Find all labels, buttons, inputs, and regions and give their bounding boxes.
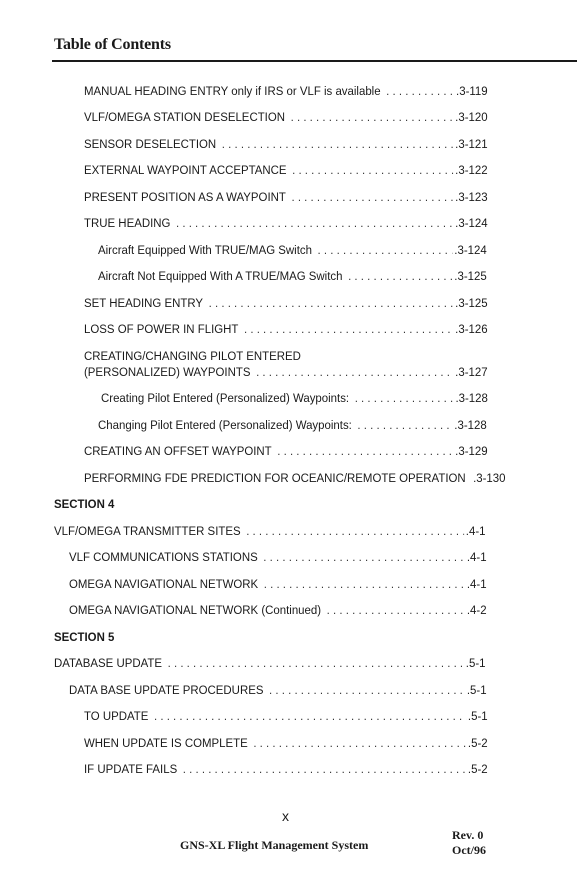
header-rule (52, 60, 577, 62)
toc-entry-page: .4-2 (466, 603, 487, 617)
toc-entry-page: .4-1 (466, 577, 487, 591)
toc-entry-page: .4-1 (465, 524, 486, 538)
dot-leader (269, 683, 465, 697)
toc-entry-page: .3-124 (455, 216, 488, 230)
toc-entry-page: .3-126 (455, 322, 488, 336)
toc-subentry[interactable] (98, 243, 487, 257)
toc-entry-page: .3-128 (454, 418, 487, 432)
toc-subentry[interactable] (101, 391, 488, 405)
toc-entry[interactable] (54, 524, 486, 538)
toc-entry[interactable] (69, 683, 487, 697)
toc-entry-label: TRUE HEADING (84, 216, 171, 230)
toc-entry[interactable] (84, 444, 488, 458)
dot-leader (348, 269, 452, 283)
toc-entry-label: IF UPDATE FAILS (84, 762, 178, 776)
dot-leader (263, 550, 465, 564)
toc-entry[interactable] (69, 550, 487, 564)
dot-leader (264, 577, 465, 591)
toc-entry-label: CREATING AN OFFSET WAYPOINT (84, 444, 272, 458)
toc-entry-page: .3-124 (454, 243, 487, 257)
toc-subentry[interactable] (98, 269, 487, 283)
toc-entry[interactable] (84, 322, 488, 336)
toc-entry-label: EXTERNAL WAYPOINT ACCEPTANCE (84, 163, 287, 177)
page-number: x (282, 808, 289, 824)
toc-entry-page: .5-2 (467, 736, 488, 750)
toc-entry[interactable] (84, 84, 488, 98)
toc-entry[interactable] (84, 163, 488, 177)
dot-leader (244, 322, 453, 336)
toc-entry-page: .5-1 (465, 656, 486, 670)
toc-entry[interactable] (54, 656, 486, 670)
toc-entry-label: Aircraft Not Equipped With A TRUE/MAG Switch (98, 269, 343, 283)
toc-entry-page: .3-125 (455, 296, 488, 310)
dot-leader (318, 243, 453, 257)
footer-date: Oct/96 (452, 843, 486, 857)
toc-entry-label-line1: CREATING/CHANGING PILOT ENTERED (84, 349, 301, 363)
dot-leader (183, 762, 466, 776)
toc-entry[interactable] (69, 577, 487, 591)
toc-entry-label: MANUAL HEADING ENTRY only if IRS or VLF is available (84, 84, 381, 98)
dot-leader (222, 137, 454, 151)
toc-entry-page: .4-1 (466, 550, 487, 564)
toc-entry-page: .3-125 (454, 269, 487, 283)
dot-leader (209, 296, 454, 310)
toc-entry[interactable] (84, 296, 488, 310)
toc-entry-page: .3-130 (473, 471, 506, 485)
dot-leader (291, 110, 454, 124)
dot-leader (154, 709, 466, 723)
toc-entry[interactable] (84, 365, 488, 379)
dot-leader (256, 365, 453, 379)
toc-entry-page: .3-129 (455, 444, 488, 458)
toc-entry-label: Aircraft Equipped With TRUE/MAG Switch (98, 243, 312, 257)
toc-entry-page: .3-123 (455, 190, 488, 204)
toc-entry-page: .3-128 (455, 391, 488, 405)
toc-entry-page: .3-119 (456, 84, 488, 98)
dot-leader (292, 163, 453, 177)
toc-entry-label: OMEGA NAVIGATIONAL NETWORK (69, 577, 259, 591)
toc-entry-label: WHEN UPDATE IS COMPLETE (84, 736, 248, 750)
toc-entry[interactable] (84, 137, 488, 151)
toc-entry[interactable] (84, 736, 488, 750)
toc-entry[interactable] (69, 603, 487, 617)
toc-entry-label: OMEGA NAVIGATIONAL NETWORK (Continued) (69, 603, 322, 617)
toc-entry-page: .3-127 (455, 365, 488, 379)
dot-leader (253, 736, 466, 750)
page-title: Table of Contents (54, 36, 171, 53)
dot-leader (327, 603, 465, 617)
toc-entry-label: SET HEADING ENTRY (84, 296, 204, 310)
footer-doc-title: GNS-XL Flight Management System (180, 838, 369, 852)
toc-entry-label: SENSOR DESELECTION (84, 137, 217, 151)
dot-leader (386, 84, 454, 98)
footer-revision: Rev. 0 (452, 828, 484, 842)
toc-entry-page: .5-1 (466, 683, 487, 697)
toc-entry[interactable] (84, 216, 488, 230)
toc-subentry[interactable] (98, 418, 487, 432)
toc-entry-label: Creating Pilot Entered (Personalized) Waypoints: (101, 391, 350, 405)
dot-leader (168, 656, 464, 670)
toc-entry-page: .3-121 (455, 137, 488, 151)
dot-leader (176, 216, 453, 230)
toc-entry-page: .5-2 (467, 762, 488, 776)
toc-entry-label: VLF/OMEGA TRANSMITTER SITES (54, 524, 241, 538)
toc-entry-page: .5-1 (467, 709, 488, 723)
toc-entry[interactable] (84, 471, 506, 485)
toc-entry-label: VLF/OMEGA STATION DESELECTION (84, 110, 286, 124)
toc-entry[interactable] (84, 190, 488, 204)
toc-entry-page: .3-122 (455, 163, 488, 177)
dot-leader (246, 524, 464, 538)
toc-entry-label: DATA BASE UPDATE PROCEDURES (69, 683, 264, 697)
toc-entry[interactable] (84, 110, 488, 124)
dot-leader (277, 444, 453, 458)
toc-entry-label: PRESENT POSITION AS A WAYPOINT (84, 190, 286, 204)
dot-leader (355, 391, 454, 405)
section-heading: SECTION 4 (54, 497, 115, 511)
toc-entry-label: Changing Pilot Entered (Personalized) Waypoints: (98, 418, 352, 432)
toc-entry-page: .3-120 (455, 110, 488, 124)
toc-entry-label: LOSS OF POWER IN FLIGHT (84, 322, 239, 336)
dot-leader (291, 190, 453, 204)
toc-entry[interactable] (84, 762, 488, 776)
section-heading: SECTION 5 (54, 630, 115, 644)
dot-leader (357, 418, 452, 432)
toc-entry-label: VLF COMMUNICATIONS STATIONS (69, 550, 258, 564)
footer-revision-block (452, 828, 512, 858)
toc-entry-label: PERFORMING FDE PREDICTION FOR OCEANIC/REMOTE OPERATION (84, 471, 466, 485)
toc-entry-label: (PERSONALIZED) WAYPOINTS (84, 365, 251, 379)
toc-entry-label: TO UPDATE (84, 709, 149, 723)
toc-entry[interactable] (84, 709, 488, 723)
toc-entry-label: DATABASE UPDATE (54, 656, 163, 670)
